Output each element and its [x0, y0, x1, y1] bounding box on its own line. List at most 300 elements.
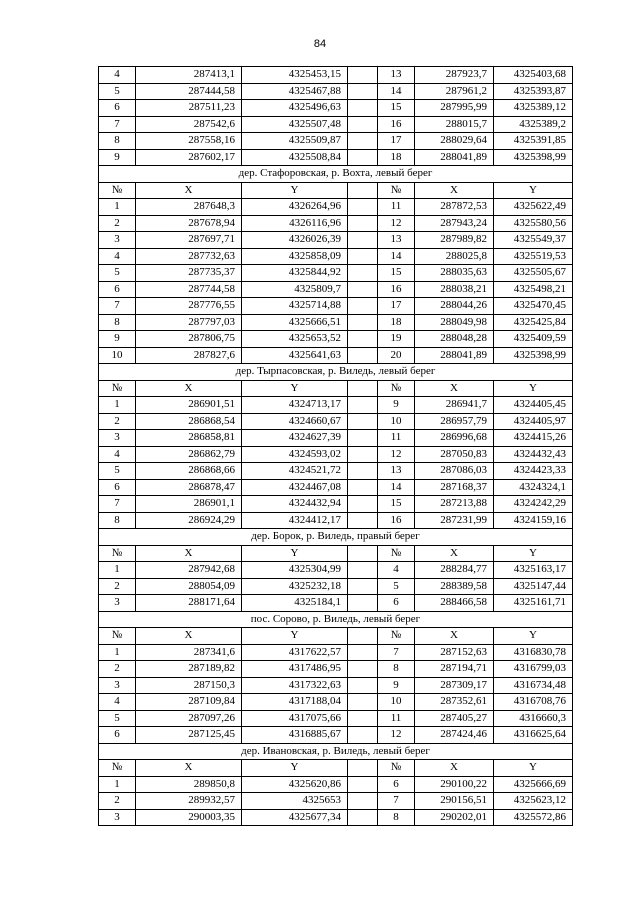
y-coordinate-cell: 4325304,99 [242, 562, 348, 579]
point-number-cell: 8 [378, 661, 415, 678]
gap-cell [348, 463, 378, 480]
gap-cell [348, 215, 378, 232]
point-number-cell: 16 [378, 281, 415, 298]
y-coordinate-cell: 4316799,03 [494, 661, 573, 678]
point-number-cell: 7 [99, 298, 136, 315]
x-coordinate-cell: 288015,7 [415, 116, 494, 133]
y-coordinate-cell: 4325677,34 [242, 809, 348, 826]
x-coordinate-cell: 287125,45 [136, 727, 242, 744]
table-row [99, 133, 573, 150]
x-coordinate-cell: 287923,7 [415, 67, 494, 84]
point-number-cell: 11 [378, 199, 415, 216]
x-coordinate-cell: 287097,26 [136, 710, 242, 727]
y-coordinate-cell: 4324521,72 [242, 463, 348, 480]
y-coordinate-cell: 4325572,86 [494, 809, 573, 826]
x-coordinate-cell: 288041,89 [415, 149, 494, 166]
point-number-cell: 10 [99, 347, 136, 364]
x-coordinate-cell: 290003,35 [136, 809, 242, 826]
point-number-cell: 2 [99, 793, 136, 810]
point-number-cell: 4 [99, 67, 136, 84]
point-number-cell: 4 [378, 562, 415, 579]
y-coordinate-cell: 4325844,92 [242, 265, 348, 282]
point-number-cell: 15 [378, 265, 415, 282]
y-coordinate-cell: 4325467,88 [242, 83, 348, 100]
x-coordinate-cell: 287152,63 [415, 644, 494, 661]
x-coordinate-cell: 287213,88 [415, 496, 494, 513]
point-number-cell: 1 [99, 562, 136, 579]
point-number-cell: 6 [99, 281, 136, 298]
x-coordinate-cell: 287735,37 [136, 265, 242, 282]
y-coordinate-cell: 4317622,57 [242, 644, 348, 661]
y-coordinate-cell: 4316885,67 [242, 727, 348, 744]
x-coordinate-cell: 288389,58 [415, 578, 494, 595]
y-coordinate-cell: 4325470,45 [494, 298, 573, 315]
x-coordinate-cell: 289932,57 [136, 793, 242, 810]
x-coordinate-cell: X [136, 545, 242, 562]
point-number-cell: 9 [99, 149, 136, 166]
x-coordinate-cell: 288041,89 [415, 347, 494, 364]
y-coordinate-cell: 4325653 [242, 793, 348, 810]
y-coordinate-cell: 4325163,17 [494, 562, 573, 579]
y-coordinate-cell: 4325714,88 [242, 298, 348, 315]
y-coordinate-cell: Y [242, 380, 348, 397]
table-row [99, 496, 573, 513]
section-title: дер. Борок, р. Виледь, правый берег [99, 529, 573, 546]
section-title: дер. Стафоровская, р. Вохта, левый берег [99, 166, 573, 183]
x-coordinate-cell: 287405,27 [415, 710, 494, 727]
point-number-cell: 16 [378, 512, 415, 529]
table-row [99, 199, 573, 216]
point-number-cell: № [378, 545, 415, 562]
y-coordinate-cell: 4317486,95 [242, 661, 348, 678]
point-number-cell: 4 [99, 446, 136, 463]
point-number-cell: № [378, 760, 415, 777]
y-coordinate-cell: 4324660,67 [242, 413, 348, 430]
point-number-cell: 17 [378, 298, 415, 315]
point-number-cell: 14 [378, 83, 415, 100]
x-coordinate-cell: 287413,1 [136, 67, 242, 84]
x-coordinate-cell: 286924,29 [136, 512, 242, 529]
x-coordinate-cell: 287942,68 [136, 562, 242, 579]
point-number-cell: 12 [378, 446, 415, 463]
section-title: пос. Сорово, р. Виледь, левый берег [99, 611, 573, 628]
gap-cell [348, 281, 378, 298]
x-coordinate-cell: 287872,53 [415, 199, 494, 216]
point-number-cell: 4 [99, 248, 136, 265]
gap-cell [348, 727, 378, 744]
point-number-cell: 5 [99, 83, 136, 100]
point-number-cell: № [99, 628, 136, 645]
point-number-cell: 9 [99, 331, 136, 348]
point-number-cell: 14 [378, 248, 415, 265]
table-row [99, 232, 573, 249]
point-number-cell: 2 [99, 215, 136, 232]
x-coordinate-cell: 288284,77 [415, 562, 494, 579]
gap-cell [348, 232, 378, 249]
x-coordinate-cell: 287150,3 [136, 677, 242, 694]
y-coordinate-cell: Y [242, 545, 348, 562]
y-coordinate-cell: 4324593,02 [242, 446, 348, 463]
table-row [99, 281, 573, 298]
gap-cell [348, 644, 378, 661]
y-coordinate-cell: 4325666,69 [494, 776, 573, 793]
y-coordinate-cell: 4325580,56 [494, 215, 573, 232]
table-row [99, 776, 573, 793]
gap-cell [348, 116, 378, 133]
section-title-row [99, 611, 573, 628]
table-row [99, 100, 573, 117]
point-number-cell: 6 [99, 479, 136, 496]
x-coordinate-cell: 288466,58 [415, 595, 494, 612]
point-number-cell: 6 [378, 595, 415, 612]
table-row [99, 578, 573, 595]
gap-cell [348, 694, 378, 711]
table-row [99, 430, 573, 447]
gap-cell [348, 133, 378, 150]
x-coordinate-cell: 288171,64 [136, 595, 242, 612]
y-coordinate-cell: 4325623,12 [494, 793, 573, 810]
table-row [99, 595, 573, 612]
gap-cell [348, 397, 378, 414]
point-number-cell: 11 [378, 430, 415, 447]
y-coordinate-cell: 4325641,63 [242, 347, 348, 364]
x-coordinate-cell: 287194,71 [415, 661, 494, 678]
y-coordinate-cell: 4325858,09 [242, 248, 348, 265]
y-coordinate-cell: Y [494, 182, 573, 199]
point-number-cell: 13 [378, 463, 415, 480]
x-coordinate-cell: X [415, 380, 494, 397]
y-coordinate-cell: 4316625,64 [494, 727, 573, 744]
x-coordinate-cell: 286868,54 [136, 413, 242, 430]
point-number-cell: 9 [378, 397, 415, 414]
y-coordinate-cell: 4325389,12 [494, 100, 573, 117]
x-coordinate-cell: 290156,51 [415, 793, 494, 810]
x-coordinate-cell: 286862,79 [136, 446, 242, 463]
y-coordinate-cell: 4325161,71 [494, 595, 573, 612]
point-number-cell: № [378, 380, 415, 397]
point-number-cell: 17 [378, 133, 415, 150]
gap-cell [348, 512, 378, 529]
y-coordinate-cell: 4325508,84 [242, 149, 348, 166]
y-coordinate-cell: 4324423,33 [494, 463, 573, 480]
point-number-cell: 1 [99, 199, 136, 216]
x-coordinate-cell: 287444,58 [136, 83, 242, 100]
x-coordinate-cell: 286941,7 [415, 397, 494, 414]
point-number-cell: 20 [378, 347, 415, 364]
x-coordinate-cell: 287352,61 [415, 694, 494, 711]
x-coordinate-cell: 286901,51 [136, 397, 242, 414]
x-coordinate-cell: 287189,82 [136, 661, 242, 678]
point-number-cell: 1 [99, 397, 136, 414]
table-row [99, 710, 573, 727]
x-coordinate-cell: 286996,68 [415, 430, 494, 447]
y-coordinate-cell: 4325232,18 [242, 578, 348, 595]
x-coordinate-cell: 288025,8 [415, 248, 494, 265]
point-number-cell: 1 [99, 644, 136, 661]
point-number-cell: 9 [378, 677, 415, 694]
x-coordinate-cell: 287943,24 [415, 215, 494, 232]
x-coordinate-cell: X [415, 628, 494, 645]
gap-cell [348, 430, 378, 447]
point-number-cell: № [378, 628, 415, 645]
table-row [99, 677, 573, 694]
section-title: дер. Тырпасовская, р. Виледь, левый берег [99, 364, 573, 381]
x-coordinate-cell: 286858,81 [136, 430, 242, 447]
y-coordinate-cell: 4324412,17 [242, 512, 348, 529]
point-number-cell: 6 [99, 100, 136, 117]
section-title: дер. Ивановская, р. Виледь, левый берег [99, 743, 573, 760]
y-coordinate-cell: 4326116,96 [242, 215, 348, 232]
y-coordinate-cell: 4325653,52 [242, 331, 348, 348]
x-coordinate-cell: 287086,03 [415, 463, 494, 480]
gap-cell [348, 578, 378, 595]
y-coordinate-cell: Y [494, 628, 573, 645]
y-coordinate-cell: 4324405,45 [494, 397, 573, 414]
y-coordinate-cell: 4324324,1 [494, 479, 573, 496]
table-row [99, 149, 573, 166]
x-coordinate-cell: 289850,8 [136, 776, 242, 793]
point-number-cell: № [99, 545, 136, 562]
x-coordinate-cell: 288054,09 [136, 578, 242, 595]
y-coordinate-cell: 4324627,39 [242, 430, 348, 447]
point-number-cell: № [99, 182, 136, 199]
gap-cell [348, 661, 378, 678]
table-header-row [99, 182, 573, 199]
table-row [99, 562, 573, 579]
x-coordinate-cell: X [136, 380, 242, 397]
table-row [99, 413, 573, 430]
y-coordinate-cell: 4325549,37 [494, 232, 573, 249]
gap-cell [348, 100, 378, 117]
point-number-cell: 18 [378, 314, 415, 331]
section-title-row [99, 529, 573, 546]
gap-cell [348, 67, 378, 84]
y-coordinate-cell: 4325398,99 [494, 347, 573, 364]
point-number-cell: 3 [99, 677, 136, 694]
table-row [99, 463, 573, 480]
table-row [99, 479, 573, 496]
x-coordinate-cell: 287961,2 [415, 83, 494, 100]
point-number-cell: 7 [378, 644, 415, 661]
point-number-cell: 6 [378, 776, 415, 793]
point-number-cell: № [378, 182, 415, 199]
table-row [99, 512, 573, 529]
point-number-cell: 1 [99, 776, 136, 793]
y-coordinate-cell: 4324467,08 [242, 479, 348, 496]
point-number-cell: 3 [99, 595, 136, 612]
gap-cell [348, 265, 378, 282]
table-row [99, 727, 573, 744]
gap-cell [348, 446, 378, 463]
x-coordinate-cell: 287424,46 [415, 727, 494, 744]
point-number-cell: 8 [378, 809, 415, 826]
x-coordinate-cell: 286901,1 [136, 496, 242, 513]
coordinates-table [98, 66, 573, 826]
y-coordinate-cell: 4316708,76 [494, 694, 573, 711]
gap-cell [348, 545, 378, 562]
y-coordinate-cell: 4316830,78 [494, 644, 573, 661]
x-coordinate-cell: 290100,22 [415, 776, 494, 793]
point-number-cell: 3 [99, 809, 136, 826]
y-coordinate-cell: 4325425,84 [494, 314, 573, 331]
point-number-cell: 14 [378, 479, 415, 496]
point-number-cell: 3 [99, 430, 136, 447]
x-coordinate-cell: 286957,79 [415, 413, 494, 430]
y-coordinate-cell: 4325509,87 [242, 133, 348, 150]
x-coordinate-cell: 288038,21 [415, 281, 494, 298]
point-number-cell: 4 [99, 694, 136, 711]
y-coordinate-cell: 4325403,68 [494, 67, 573, 84]
x-coordinate-cell: 287678,94 [136, 215, 242, 232]
point-number-cell: 10 [378, 694, 415, 711]
point-number-cell: № [99, 380, 136, 397]
x-coordinate-cell: 286868,66 [136, 463, 242, 480]
x-coordinate-cell: 287732,63 [136, 248, 242, 265]
section-title-row [99, 364, 573, 381]
x-coordinate-cell: 287648,3 [136, 199, 242, 216]
section-title-row [99, 743, 573, 760]
point-number-cell: 10 [378, 413, 415, 430]
gap-cell [348, 496, 378, 513]
gap-cell [348, 347, 378, 364]
gap-cell [348, 677, 378, 694]
table-row [99, 298, 573, 315]
point-number-cell: 11 [378, 710, 415, 727]
gap-cell [348, 710, 378, 727]
x-coordinate-cell: X [415, 182, 494, 199]
x-coordinate-cell: 287050,83 [415, 446, 494, 463]
point-number-cell: 19 [378, 331, 415, 348]
y-coordinate-cell: 4325620,86 [242, 776, 348, 793]
table-row [99, 644, 573, 661]
y-coordinate-cell: 4324432,94 [242, 496, 348, 513]
x-coordinate-cell: 287558,16 [136, 133, 242, 150]
point-number-cell: 15 [378, 100, 415, 117]
y-coordinate-cell: 4325809,7 [242, 281, 348, 298]
gap-cell [348, 380, 378, 397]
y-coordinate-cell: 4326026,39 [242, 232, 348, 249]
point-number-cell: 5 [378, 578, 415, 595]
point-number-cell: 5 [99, 265, 136, 282]
table-row [99, 809, 573, 826]
x-coordinate-cell: 288029,64 [415, 133, 494, 150]
y-coordinate-cell: 4325498,21 [494, 281, 573, 298]
x-coordinate-cell: 288044,26 [415, 298, 494, 315]
table-header-row [99, 760, 573, 777]
point-number-cell: 2 [99, 413, 136, 430]
y-coordinate-cell: 4317322,63 [242, 677, 348, 694]
point-number-cell: 5 [99, 710, 136, 727]
x-coordinate-cell: 288049,98 [415, 314, 494, 331]
x-coordinate-cell: 290202,01 [415, 809, 494, 826]
table-row [99, 793, 573, 810]
x-coordinate-cell: 287697,71 [136, 232, 242, 249]
point-number-cell: 7 [99, 116, 136, 133]
gap-cell [348, 809, 378, 826]
x-coordinate-cell: 287806,75 [136, 331, 242, 348]
point-number-cell: 13 [378, 67, 415, 84]
y-coordinate-cell: 4325519,53 [494, 248, 573, 265]
table-header-row [99, 545, 573, 562]
table-row [99, 694, 573, 711]
x-coordinate-cell: 287989,82 [415, 232, 494, 249]
gap-cell [348, 314, 378, 331]
x-coordinate-cell: X [415, 760, 494, 777]
x-coordinate-cell: 287168,37 [415, 479, 494, 496]
point-number-cell: 13 [378, 232, 415, 249]
y-coordinate-cell: 4325507,48 [242, 116, 348, 133]
x-coordinate-cell: X [136, 628, 242, 645]
table-header-row [99, 380, 573, 397]
x-coordinate-cell: 287341,6 [136, 644, 242, 661]
point-number-cell: 8 [99, 314, 136, 331]
point-number-cell: 7 [378, 793, 415, 810]
y-coordinate-cell: 4324242,29 [494, 496, 573, 513]
point-number-cell: 7 [99, 496, 136, 513]
y-coordinate-cell: 4324415,26 [494, 430, 573, 447]
y-coordinate-cell: 4325389,2 [494, 116, 573, 133]
table-row [99, 265, 573, 282]
point-number-cell: 5 [99, 463, 136, 480]
point-number-cell: 15 [378, 496, 415, 513]
gap-cell [348, 776, 378, 793]
table-row [99, 446, 573, 463]
gap-cell [348, 479, 378, 496]
gap-cell [348, 562, 378, 579]
y-coordinate-cell: 4324159,16 [494, 512, 573, 529]
y-coordinate-cell: 4325147,44 [494, 578, 573, 595]
x-coordinate-cell: 287797,03 [136, 314, 242, 331]
gap-cell [348, 248, 378, 265]
point-number-cell: 8 [99, 512, 136, 529]
y-coordinate-cell: Y [242, 628, 348, 645]
y-coordinate-cell: 4325184,1 [242, 595, 348, 612]
x-coordinate-cell: X [415, 545, 494, 562]
point-number-cell: 18 [378, 149, 415, 166]
y-coordinate-cell: 4325505,67 [494, 265, 573, 282]
point-number-cell: 2 [99, 661, 136, 678]
y-coordinate-cell: Y [242, 182, 348, 199]
x-coordinate-cell: 287602,17 [136, 149, 242, 166]
x-coordinate-cell: 287827,6 [136, 347, 242, 364]
y-coordinate-cell: 4325393,87 [494, 83, 573, 100]
table-row [99, 347, 573, 364]
y-coordinate-cell: 4316660,3 [494, 710, 573, 727]
y-coordinate-cell: Y [494, 760, 573, 777]
gap-cell [348, 149, 378, 166]
x-coordinate-cell: 287231,99 [415, 512, 494, 529]
gap-cell [348, 413, 378, 430]
gap-cell [348, 595, 378, 612]
y-coordinate-cell: 4325409,59 [494, 331, 573, 348]
point-number-cell: 6 [99, 727, 136, 744]
point-number-cell: № [99, 760, 136, 777]
y-coordinate-cell: Y [494, 380, 573, 397]
y-coordinate-cell: 4317075,66 [242, 710, 348, 727]
page-number: 84 [313, 38, 327, 50]
y-coordinate-cell: 4324405,97 [494, 413, 573, 430]
y-coordinate-cell: 4324713,17 [242, 397, 348, 414]
x-coordinate-cell: 287109,84 [136, 694, 242, 711]
y-coordinate-cell: 4325453,15 [242, 67, 348, 84]
x-coordinate-cell: 288048,28 [415, 331, 494, 348]
y-coordinate-cell: 4324432,43 [494, 446, 573, 463]
table-row [99, 83, 573, 100]
gap-cell [348, 331, 378, 348]
x-coordinate-cell: X [136, 760, 242, 777]
x-coordinate-cell: 287511,23 [136, 100, 242, 117]
table-header-row [99, 628, 573, 645]
